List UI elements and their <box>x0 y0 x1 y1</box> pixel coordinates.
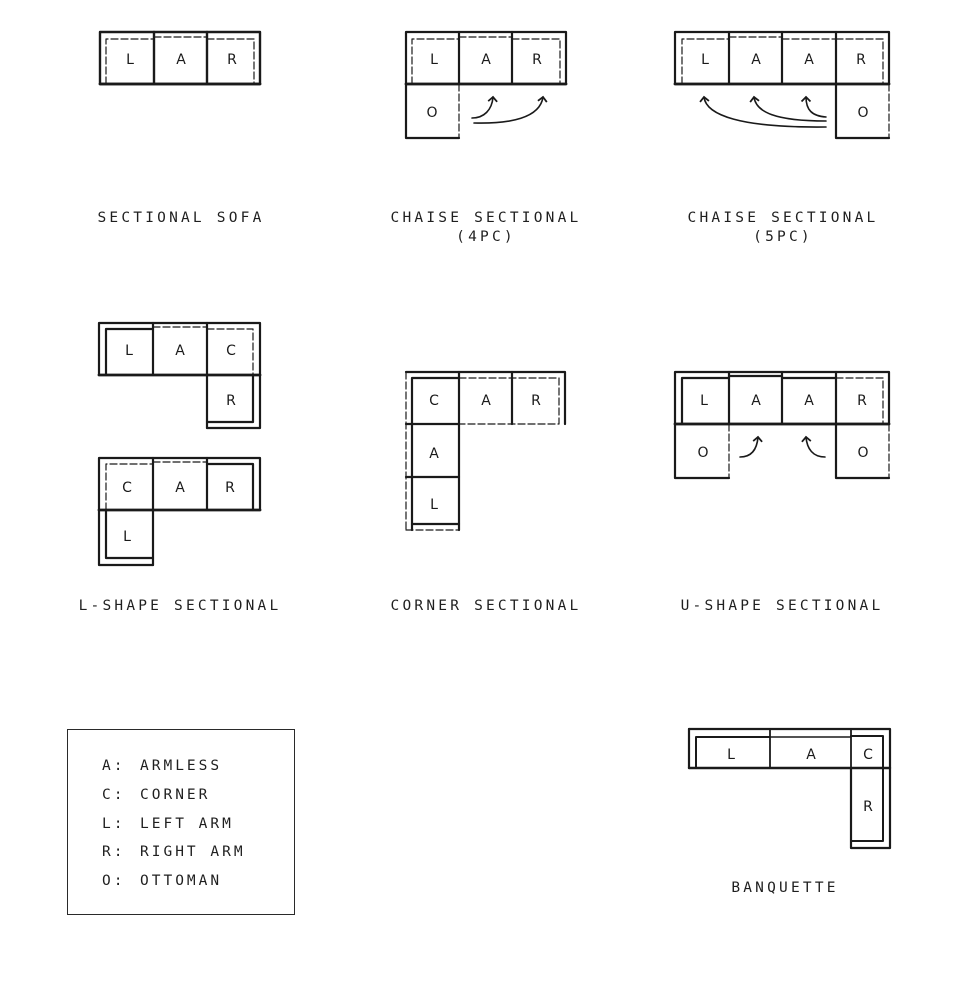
module-label: C <box>122 480 132 496</box>
legend-value: ARMLESS <box>140 758 223 774</box>
caption-chaise-4pc <box>391 209 582 247</box>
legend-value: RIGHT ARM <box>140 844 246 860</box>
caption-line: CHAISE SECTIONAL <box>390 210 582 226</box>
legend-item-right-arm <box>102 844 246 860</box>
caption-line: CORNER SECTIONAL <box>390 598 582 614</box>
module-label: L <box>430 52 438 68</box>
module-label: O <box>697 445 709 461</box>
chaise-5pc-diagram <box>675 32 889 138</box>
legend-key: C: <box>102 787 126 803</box>
legend-key: A: <box>102 758 126 774</box>
chaise-4pc-diagram <box>406 32 566 138</box>
legend-value: CORNER <box>140 787 211 803</box>
caption-l-shape <box>79 597 282 616</box>
module-label: R <box>225 480 235 496</box>
module-label: A <box>175 480 185 496</box>
module-label: R <box>856 52 866 68</box>
legend-box <box>67 729 295 915</box>
module-label: R <box>226 393 236 409</box>
module-label: A <box>481 52 491 68</box>
module-label: R <box>863 799 873 815</box>
legend-key: O: <box>102 873 126 889</box>
module-label: A <box>481 393 491 409</box>
module-label: L <box>701 52 709 68</box>
module-label: L <box>430 497 438 513</box>
module-label: L <box>125 343 133 359</box>
module-label: L <box>700 393 708 409</box>
caption-line: (5PC) <box>753 229 813 245</box>
banquette-diagram <box>689 729 890 848</box>
module-label: A <box>176 52 186 68</box>
module-label: O <box>426 105 438 121</box>
module-label: A <box>804 393 814 409</box>
caption-sectional-sofa <box>97 209 264 228</box>
caption-line: (4PC) <box>456 229 516 245</box>
legend-key: R: <box>102 844 126 860</box>
module-label: C <box>429 393 439 409</box>
module-label: L <box>126 52 134 68</box>
caption-chaise-5pc <box>688 209 879 247</box>
caption-line: CHAISE SECTIONAL <box>687 210 879 226</box>
module-label: R <box>531 393 541 409</box>
caption-corner <box>391 597 582 616</box>
module-label: L <box>123 529 131 545</box>
caption-line: L-SHAPE SECTIONAL <box>78 598 282 614</box>
l-shape-diagram-b <box>99 458 260 565</box>
module-label: C <box>226 343 236 359</box>
caption-u-shape <box>681 597 884 616</box>
module-label: A <box>751 393 761 409</box>
module-label: O <box>857 105 869 121</box>
module-labels <box>122 52 873 815</box>
legend-key: L: <box>102 816 126 832</box>
caption-line: U-SHAPE SECTIONAL <box>680 598 884 614</box>
caption-line: BANQUETTE <box>731 880 839 896</box>
legend-item-corner <box>102 787 210 803</box>
module-label: C <box>863 747 873 763</box>
legend-value: LEFT ARM <box>140 816 234 832</box>
module-label: A <box>804 52 814 68</box>
legend-item-left-arm <box>102 816 234 832</box>
module-label: L <box>727 747 735 763</box>
legend-item-ottoman <box>102 873 222 889</box>
legend-value: OTTOMAN <box>140 873 223 889</box>
caption-banquette <box>731 879 838 898</box>
caption-line: SECTIONAL SOFA <box>97 210 265 226</box>
legend-item-armless <box>102 758 222 774</box>
module-label: R <box>227 52 237 68</box>
module-label: R <box>532 52 542 68</box>
u-shape-diagram <box>675 372 889 478</box>
l-shape-diagram-a <box>99 323 260 428</box>
module-label: A <box>806 747 816 763</box>
module-label: R <box>857 393 867 409</box>
module-label: A <box>175 343 185 359</box>
module-label: A <box>751 52 761 68</box>
module-label: O <box>857 445 869 461</box>
module-label: A <box>429 446 439 462</box>
